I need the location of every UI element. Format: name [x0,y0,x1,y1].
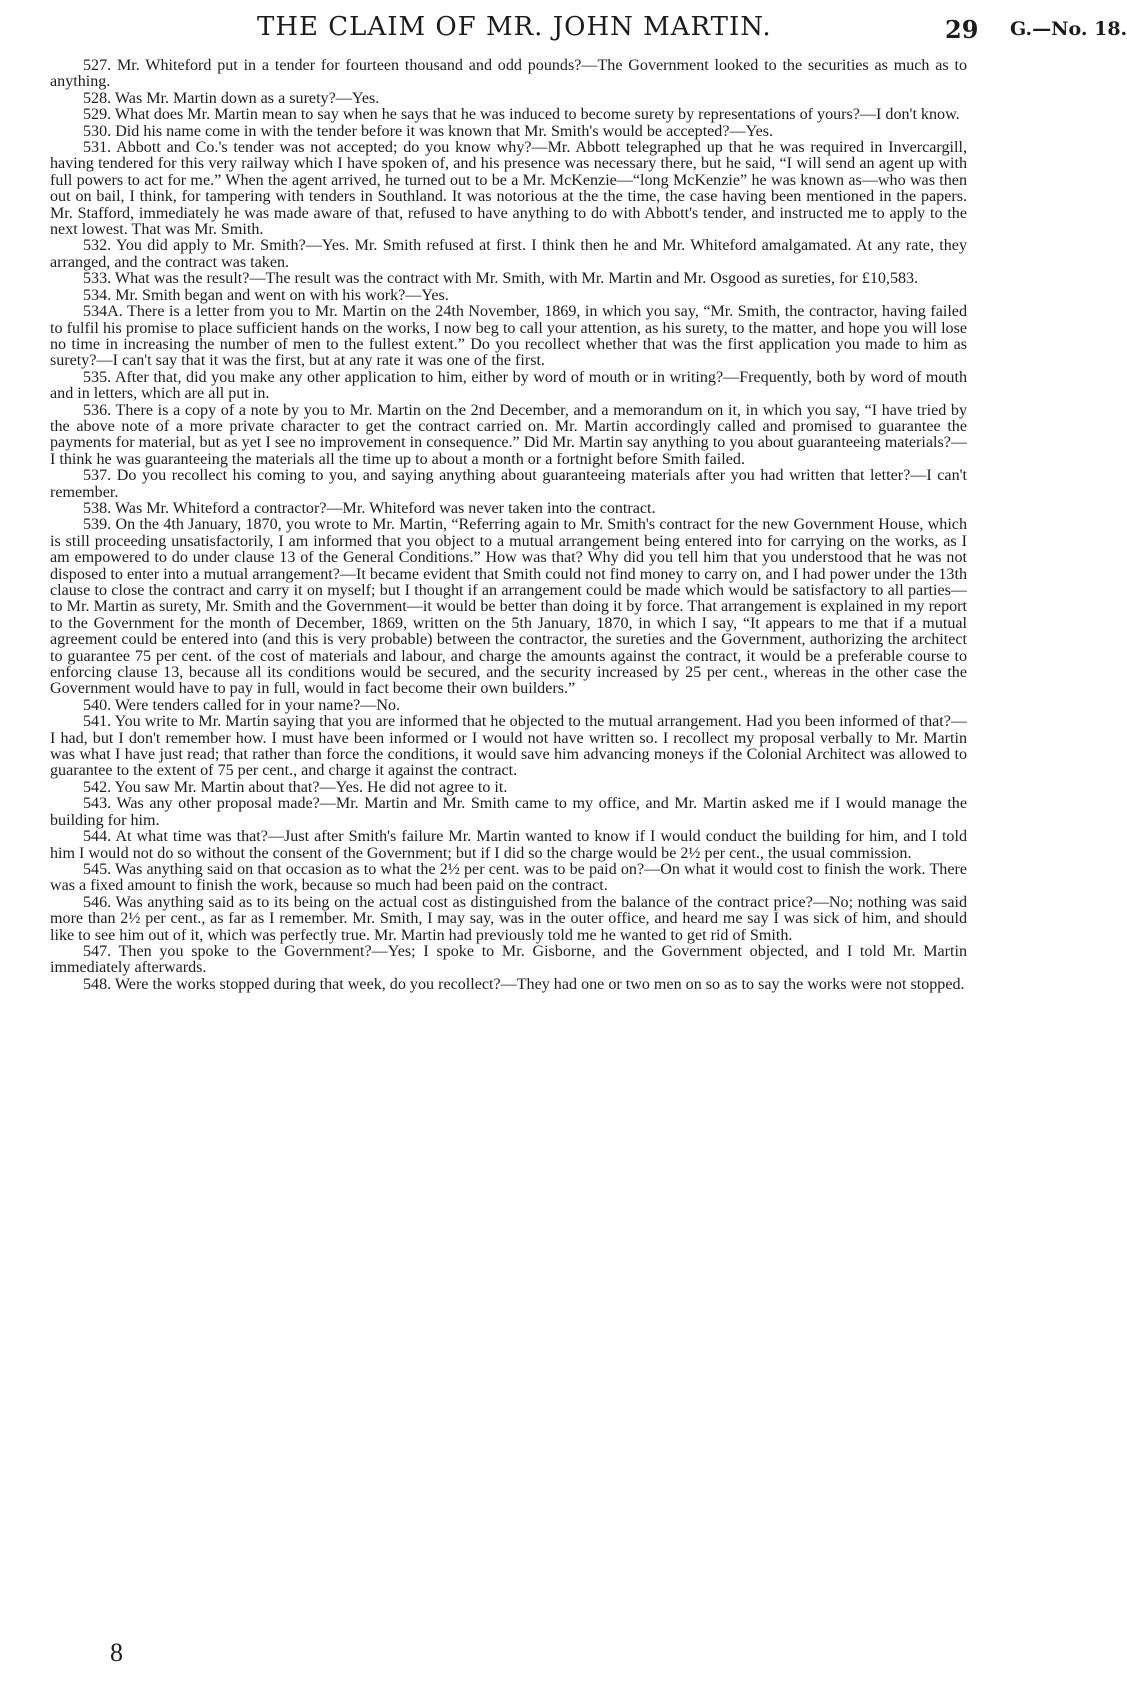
paragraph-530: 530. Did his name come in with the tender before it was known that Mr. Smith's would be accepted?—Yes. [83,122,774,140]
paragraph-545: 545. Was anything said on that occasion as to what the 2½ per cent. was to be paid on?—On what it would cost to finish the work. There was a fixed amount to finish the work, because so much had been paid on the contract. [50,860,967,895]
paragraph-538: 538. Was Mr. Whiteford a contractor?—Mr. Whiteford was never taken into the contract. [83,499,656,517]
series-number: G.—No. 18. [1010,18,1127,40]
page-title: THE CLAIM OF MR. JOHN MARTIN. [257,12,772,42]
paragraph-527: 527. Mr. Whiteford put in a tender for fourteen thousand and odd pounds?—The Government looked to the securities as much as to anything. [50,57,967,91]
paragraph-534: 534. Mr. Smith began and went on with his work?—Yes. [83,286,449,304]
paragraph-529: 529. What does Mr. Martin mean to say when he says that he was induced to become surety by representations of yours?—I don't know. [83,106,960,124]
paragraph-536: 536. There is a copy of a note by you to Mr. Martin on the 2nd December, and a memorandum on it, in which you say, “I have tried by the above note of a more private character to get the contract carried on. Mr. Martin accordingly called and promised to guarantee the payments for material, but as yet I see no improvement in consequence.” Did Mr. Martin say anything to you about guaranteeing materials?—I think he was guaranteeing the materials all the time up to about a month or a fortnight before Smith failed. [50,401,967,468]
paragraph-541: 541. You write to Mr. Martin saying that you are informed that he objected to the mutual arrangement. Had you been informed of that?—I had, but I don't remember how. I must have been informed or I would not have written so. I recollect my proposal verbally to Mr. Martin was what I have just read; that rather than force the conditions, it would save him advancing moneys if the Colonial Architect was allowed to guarantee to the extent of 75 per cent., and charge it against the contract. [50,713,967,780]
paragraph-528: 528. Was Mr. Martin down as a surety?—Yes. [83,89,380,107]
paragraph-534a: 534A. There is a letter from you to Mr. Martin on the 24th November, 1869, in which you say, “Mr. Smith, the contractor, having failed to fulfil his promise to place sufficient hands on the works, I now beg to call your attention, as his surety, to the matter, and hope you will lose no time in increasing the number of men to the fullest extent.” Do you recollect whether that was the first application you made to him as surety?—I can't say that it was the first, but at any rate it was one of the first. [50,303,967,370]
paragraph-546: 546. Was anything said as to its being on the actual cost as distinguished from the balance of the contract price?—No; nothing was said more than 2½ per cent., as far as I remember. Mr. Smith, I may say, was in the outer office, and heard me say I was sick of him, and should like to see him out of it, which was perfectly true. Mr. Martin had previously told me he wanted to get rid of Smith. [50,893,967,944]
paragraph-537: 537. Do you recollect his coming to you, and saying anything about guaranteeing materials after you had written that letter?—I can't remember. [50,467,967,501]
paragraph-542: 542. You saw Mr. Martin about that?—Yes. He did not agree to it. [83,778,508,796]
paragraph-548: 548. Were the works stopped during that week, do you recollect?—They had one or two men on so as to say the works were not stopped. [83,975,965,993]
paragraph-540: 540. Were tenders called for in your name?—No. [83,696,401,714]
paragraph-544: 544. At what time was that?—Just after Smith's failure Mr. Martin wanted to know if I would conduct the building for him, and I told him I would not do so without the consent of the Government; but if I did so the charge would be 2½ per cent., the usual commission. [50,828,967,862]
testimony-body [50,58,967,993]
paragraph-535: 535. After that, did you make any other application to him, either by word of mouth or in writing?—Frequently, both by word of mouth and in letters, which are all put in. [50,368,967,403]
page-header [60,12,1127,52]
signature-number: 8 [110,1638,123,1667]
paragraph-531: 531. Abbott and Co.'s tender was not accepted; do you know why?—Mr. Abbott telegraphed up that he was required in Invercargill, having tendered for this very railway which I have spoken of, and his presence was necessary there, but he said, “I will send an agent up with full powers to act for me.” When the agent arrived, he turned out to be a Mr. McKenzie—“long McKenzie” he was known as—who was then out on bail, I think, for tampering with tenders in Southland. It was notorious at the the time, the case having been mentioned in the papers. Mr. Stafford, immediately he was made aware of that, refused to have anything to do with Abbott's tender, and instructed me to apply to the next lowest. That was Mr. Smith. [50,139,967,239]
paragraph-532: 532. You did apply to Mr. Smith?—Yes. Mr. Smith refused at first. I think then he and Mr. Whiteford amalgamated. At any rate, they arranged, and the contract was taken. [50,237,967,271]
paragraph-547: 547. Then you spoke to the Government?—Yes; I spoke to Mr. Gisborne, and the Government objected, and I told Mr. Martin immediately afterwards. [50,942,967,977]
paragraph-543: 543. Was any other proposal made?—Mr. Martin and Mr. Smith came to my office, and Mr. Martin asked me if I would manage the building for him. [50,795,967,829]
paragraph-533: 533. What was the result?—The result was the contract with Mr. Smith, with Mr. Martin and Mr. Osgood as sureties, for £10,583. [83,270,919,288]
paragraph-539: 539. On the 4th January, 1870, you wrote to Mr. Martin, “Referring again to Mr. Smith's contract for the new Government House, which is still proceeding unsatisfactorily, I am informed that you object to a mutual arrangement being entered into for carrying on the works, as I am empowered to do under clause 13 of the General Conditions.” How was that? Why did you tell him that you understood that he was not disposed to enter into a mutual arrangement?—It became evident that Smith could not find money to carry on, and I had power under the 13th clause to close the contract and carry it on myself; but I thought if an arrangement could be made which would be satisfactory to all parties—to Mr. Martin as surety, Mr. Smith and the Government—it would be better than doing it by force. That arrangement is explained in my report to the Government for the month of December, 1869, written on the 5th January, 1870, in which I say, “It appears to me that if a mutual agreement could be entered into (and this is very probable) between the contractor, the sureties and the Government, authorizing the architect to guarantee 75 per cent. of the cost of materials and labour, and charge the amounts against the contract, it would be a preferable course to enforcing clause 13, because all its conditions would be secured, and the security increased by 25 per cent., whereas in the other case the Government would have to pay in full, would in fact become their own builders.” [50,516,967,698]
page-number: 29 [945,15,979,44]
